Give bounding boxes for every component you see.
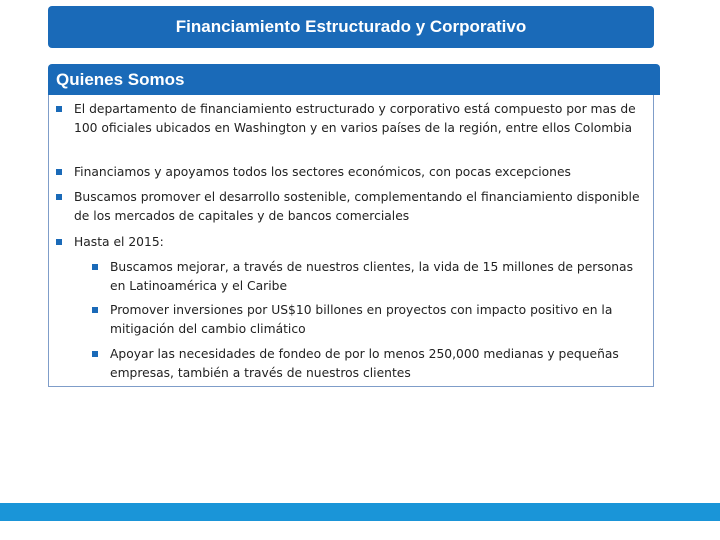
bullet-text: Financiamos y apoyamos todos los sectores económicos, con pocas excepciones <box>74 165 571 179</box>
bullet-square-icon <box>56 239 62 245</box>
bullet-text: El departamento de financiamiento estructurado y corporativo está compuesto por mas de 100 oficiales ubicados en Washington y en varios países de la región, entre ellos Colombia <box>74 102 636 135</box>
bullet-item <box>56 163 652 182</box>
bullet-item <box>56 188 652 225</box>
footer-band <box>0 503 720 521</box>
sub-bullet-text: Promover inversiones por US$10 billones en proyectos con impacto positivo en la mitigación del cambio climático <box>110 303 613 336</box>
bullet-square-icon <box>56 106 62 112</box>
sub-bullet-text: Buscamos mejorar, a través de nuestros clientes, la vida de 15 millones de personas en Latinoamérica y el Caribe <box>110 260 634 293</box>
bullet-square-icon <box>56 194 62 200</box>
bullet-square-icon <box>92 307 98 313</box>
bullet-square-icon <box>56 169 62 175</box>
slide-title-bar <box>48 6 654 48</box>
bullet-item <box>56 233 652 252</box>
bullet-text: Hasta el 2015: <box>74 235 164 249</box>
bullet-item <box>56 100 652 137</box>
section-header <box>48 64 660 95</box>
slide-title: Financiamiento Estructurado y Corporativo <box>175 17 527 36</box>
sub-bullet-text: Apoyar las necesidades de fondeo de por lo menos 250,000 medianas y pequeñas empresas, también a través de nuestros clientes <box>110 347 619 380</box>
section-title: Quienes Somos <box>56 69 185 89</box>
sub-bullet-item <box>92 301 648 338</box>
bullet-square-icon <box>92 264 98 270</box>
bullet-square-icon <box>92 351 98 357</box>
sub-bullet-item <box>92 258 648 295</box>
bullet-text: Buscamos promover el desarrollo sostenible, complementando el financiamiento disponible de los mercados de capitales y de bancos comerciales <box>74 190 640 223</box>
sub-bullet-item <box>92 345 648 382</box>
